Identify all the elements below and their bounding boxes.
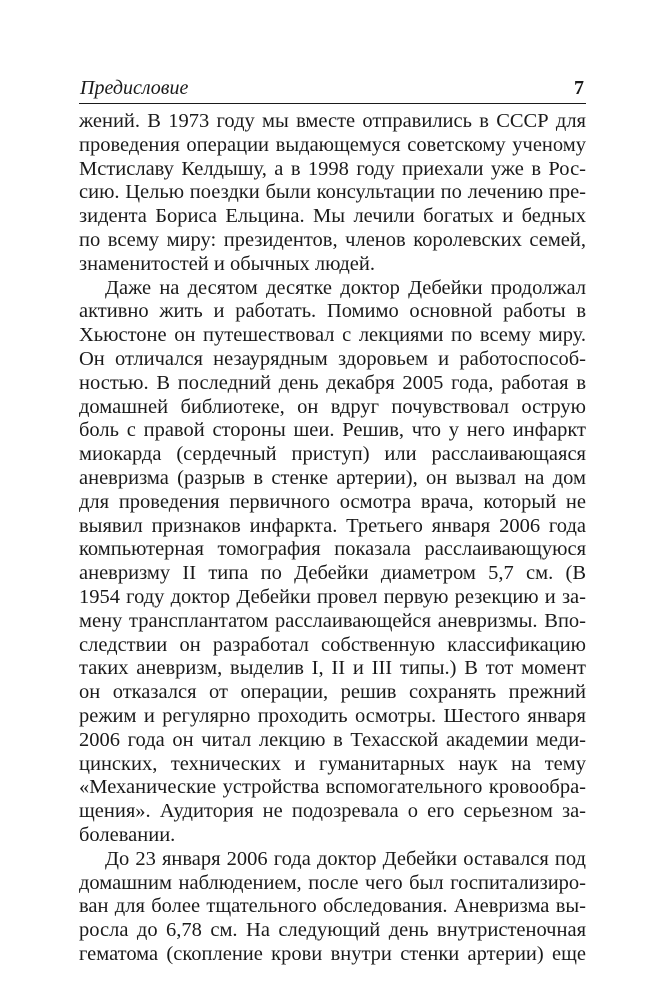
body-text [79, 110, 586, 967]
text-line: боль с правой стороны шеи. Решив, что у него инфаркт [79, 419, 586, 442]
text-line: болевании. [79, 823, 176, 846]
text-line: 2006 года он читал лекцию в Техасской академии меди- [79, 728, 586, 751]
text-line: домашней библиотеке, он вдруг почувствовал острую [79, 395, 586, 418]
book-page [79, 76, 586, 967]
text-line: росла до 6,78 см. На следующий день внутристеночная [79, 919, 586, 942]
text-line: «Механические устройства вспомогательного кровообра- [79, 776, 586, 799]
text-line: компьютерная томография показала расслаивающуюся [79, 538, 586, 561]
text-line: проведения операции выдающемуся советскому ученому [79, 133, 586, 156]
text-line: 1954 году доктор Дебейки провел первую резекцию и за- [79, 585, 586, 608]
text-line: зидента Бориса Ельцина. Мы лечили богатых и бедных [79, 205, 586, 228]
text-line: миокарда (сердечный приступ) или расслаивающаяся [79, 443, 586, 466]
text-line: он отказался от операции, решив сохранять прежний [79, 681, 586, 704]
text-line: гематома (скопление крови внутри стенки артерии) еще [79, 942, 586, 965]
text-line: домашним наблюдением, после чего был госпитализиро- [79, 871, 586, 894]
text-line: ностью. В последний день декабря 2005 года, работая в [79, 371, 586, 394]
text-line: режим и регулярно проходить осмотры. Шестого января [79, 704, 586, 727]
running-title: Предисловие [80, 77, 189, 99]
text-line: Даже на десятом десятке доктор Дебейки продолжал [105, 276, 586, 299]
text-line: Он отличался незаурядным здоровьем и работоспособ- [79, 347, 586, 370]
header-rule [79, 103, 586, 104]
running-header [79, 76, 586, 104]
text-line: ван для более тщательного обследования. Аневризма вы- [79, 895, 586, 918]
text-line: выявил признаков инфаркта. Третьего января 2006 года [79, 514, 586, 537]
text-line: Хьюстоне он путешествовал с лекциями по всему миру. [79, 324, 586, 347]
text-line: До 23 января 2006 года доктор Дебейки оставался под [105, 847, 586, 870]
text-line: жений. В 1973 году мы вместе отправились в СССР для [79, 110, 586, 132]
text-line: таких аневризм, выделив I, II и III типы.) В тот момент [79, 657, 586, 680]
text-line: следствии он разработал собственную классификацию [79, 633, 586, 656]
text-line: знаменитостей и обычных людей. [79, 252, 375, 275]
text-line: аневризма (разрыв в стенке артерии), он вызвал на дом [79, 466, 586, 489]
text-line: Мстиславу Келдышу, а в 1998 году приехали уже в Рос- [79, 157, 586, 180]
text-line: мену трансплантатом расслаивающейся аневризмы. Впо- [79, 609, 586, 632]
text-line: щения». Аудитория не подозревала о его серьезном за- [79, 800, 586, 823]
text-line: активно жить и работать. Помимо основной работы в [79, 300, 586, 323]
page-number: 7 [574, 77, 584, 99]
text-line: для проведения первичного осмотра врача, который не [79, 490, 586, 513]
text-line: сию. Целью поездки были консультации по лечению пре- [79, 181, 586, 204]
text-line: по всему миру: президентов, членов королевских семей, [79, 228, 586, 251]
text-line: аневризму II типа по Дебейки диаметром 5,7 см. (В [79, 562, 586, 585]
text-line: цинских, технических и гуманитарных наук на тему [79, 752, 586, 775]
